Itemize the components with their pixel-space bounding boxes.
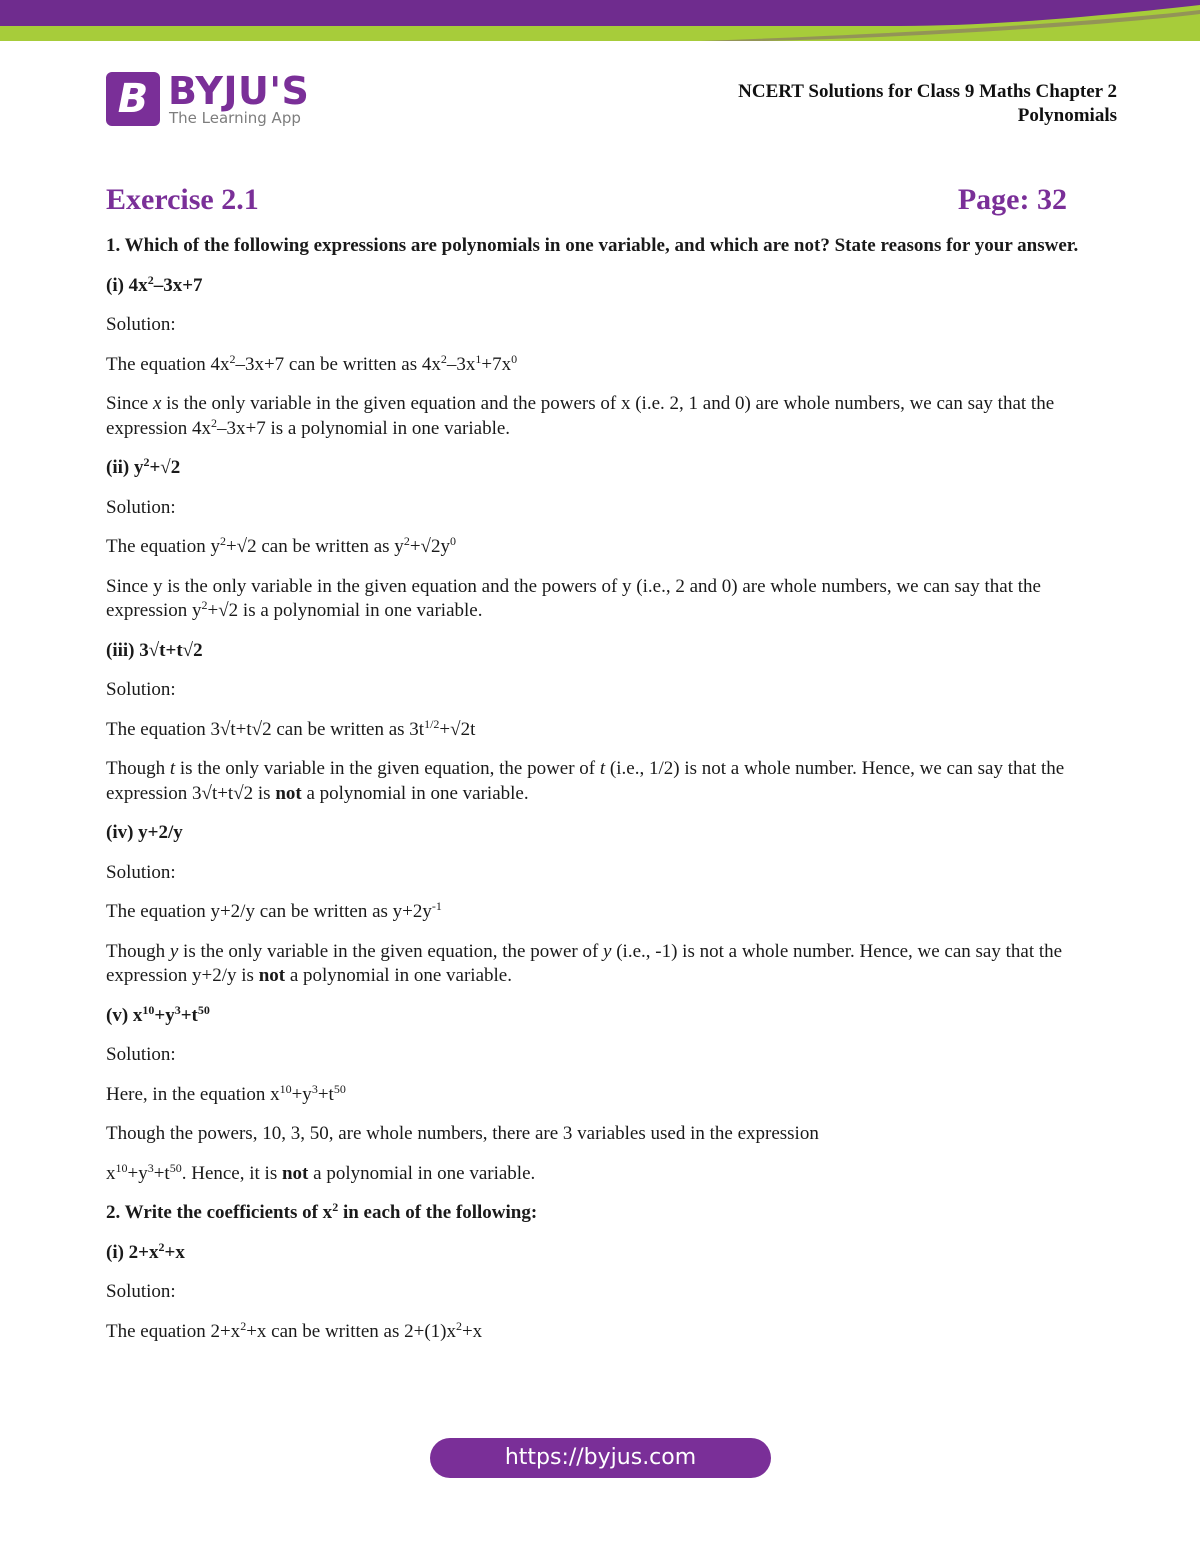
page-number: Page: 32: [957, 183, 1067, 216]
question-1: 1. Which of the following expressions are polynomials in one variable, and which are not? State reasons for your answer.: [106, 235, 1079, 256]
q1-part-v-explanation-1: Though the powers, 10, 3, 50, are whole numbers, there are 3 variables used in the expression: [106, 1123, 819, 1144]
header-topic: Polynomials: [1017, 105, 1117, 126]
q1-part-ii-solution-label: Solution:: [106, 496, 176, 518]
q1-part-v-label: (v) $x^{10}+y^3+t^{50}$: [106, 1002, 210, 1026]
q1-part-i-solution-label: Solution:: [106, 314, 176, 335]
q1-part-v-explanation-2: $x^{10}+y^3+t^{50}$. Hence, it is not a polynomial in one variable.: [106, 1160, 536, 1184]
q2-part-i-equation: The equation $2+x^2+x$ can be written as $2+(1)x^2+x$: [106, 1318, 483, 1342]
document-header: [738, 80, 1117, 128]
question-2: 2. Write the coefficients of $x^2$ in each of the following:: [106, 1200, 538, 1223]
q1-part-v-equation: Here, in the equation $x^{10}+y^3+t^{50}$: [106, 1081, 346, 1105]
document-content: [106, 234, 1096, 1359]
q1-part-iv-explanation: Though y is the only variable in the given equation, the power of y (i.e., -1) is not a whole number. Hence, we can say that the expression y+2/y is not a polynomial in one variable.: [106, 940, 1063, 986]
logo-name: BYJU'S: [168, 69, 310, 113]
logo-tagline: The Learning App: [169, 109, 301, 127]
q1-part-iv-solution-label: Solution:: [106, 861, 176, 883]
header-chapter: NCERT Solutions for Class 9 Maths Chapter 2: [738, 81, 1117, 102]
q1-part-iii-equation: The equation 3√t+t√2 can be written as $3t^{1/2}+√2t$: [106, 716, 476, 740]
q2-part-i-label: (i) $2+x^2+x$: [106, 1239, 185, 1263]
q1-part-i-equation: The equation $4x^2-3x+7$ can be written as $4x^2-3x^1+7x^0$: [106, 351, 518, 375]
q1-part-i-explanation: Since x is the only variable in the given equation and the powers of x (i.e. 2, 1 and 0) are whole numbers, we can say that the expression $4x^2-3x+7$ is a polynomial in one variable.: [106, 393, 1055, 439]
q1-part-iv-equation: The equation y+2/y can be written as $y+2y^{-1}$: [106, 899, 442, 922]
q1-part-iv-label: (iv) y+2/y: [106, 822, 183, 843]
q1-part-iii-explanation: Though t is the only variable in the given equation, the power of t (i.e., 1/2) is not a whole number. Hence, we can say that the expression 3√t+t√2 is not a polynomial in one variable.: [106, 758, 1065, 804]
top-bar-swoosh: [0, 0, 1200, 41]
logo-letter: B: [117, 76, 149, 122]
footer-website-link[interactable]: https://byjus.com: [430, 1438, 771, 1478]
q1-part-iii-label: (iii) 3√t+t√2: [106, 639, 203, 661]
q1-part-v-solution-label: Solution:: [106, 1044, 176, 1065]
q1-part-ii-explanation: Since y is the only variable in the given equation and the powers of y (i.e., 2 and 0) are whole numbers, we can say that the expression $y^2+√2$ is a polynomial in one variable.: [106, 575, 1041, 621]
exercise-title: Exercise 2.1: [106, 183, 259, 216]
q1-part-iii-solution-label: Solution:: [106, 679, 176, 700]
q2-part-i-solution-label: Solution:: [106, 1281, 176, 1302]
q1-part-ii-equation: The equation $y^2+√2$ can be written as $y^2+√2y^0$: [106, 534, 456, 557]
byjus-logo[interactable]: [106, 70, 326, 130]
q1-part-i-label: (i) $4x^2-3x+7$: [106, 272, 203, 296]
q1-part-ii-label: (ii) $y^2+√2$: [106, 455, 181, 478]
